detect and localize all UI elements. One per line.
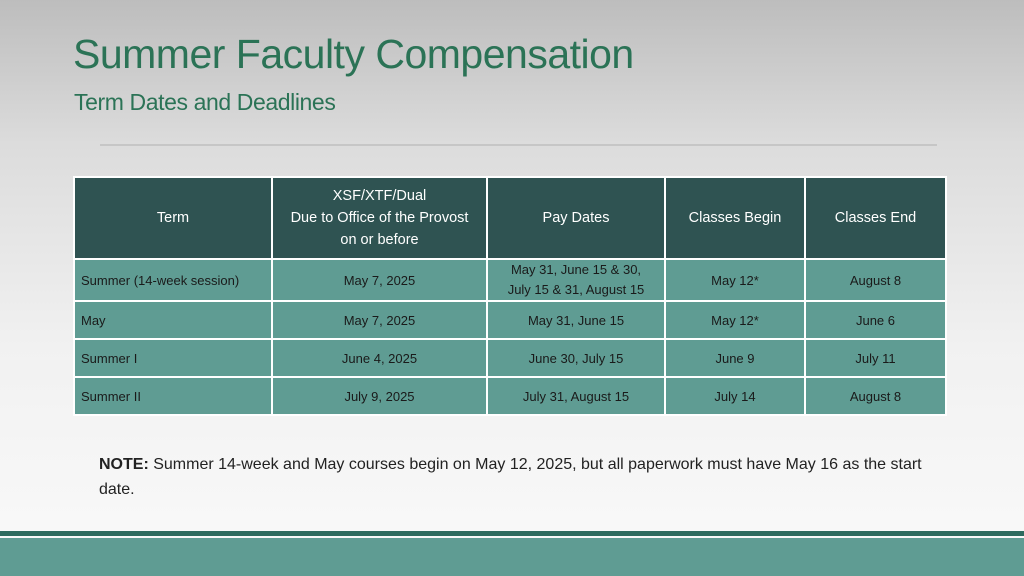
- cell-begin: July 14: [665, 377, 805, 415]
- cell-pay-line1: May 31, June 15 & 30,: [510, 262, 642, 277]
- slide-title: Summer Faculty Compensation: [73, 31, 634, 77]
- cell-term: May: [74, 301, 272, 339]
- header-due-line1: XSF/XTF/Dual: [332, 188, 427, 204]
- cell-term: Summer II: [74, 377, 272, 415]
- header-classes-end: Classes End: [805, 177, 946, 259]
- table-row: [74, 377, 946, 415]
- cell-due: May 7, 2025: [272, 259, 487, 301]
- cell-due: May 7, 2025: [272, 301, 487, 339]
- header-term: Term: [74, 177, 272, 259]
- cell-end: August 8: [805, 259, 946, 301]
- cell-end: June 6: [805, 301, 946, 339]
- header-due-line3: on or before: [340, 232, 419, 248]
- cell-pay: June 30, July 15: [487, 339, 665, 377]
- table-row: [74, 259, 946, 301]
- cell-end: July 11: [805, 339, 946, 377]
- slide-subtitle: Term Dates and Deadlines: [74, 89, 336, 115]
- cell-term: Summer I: [74, 339, 272, 377]
- cell-end: August 8: [805, 377, 946, 415]
- cell-due: July 9, 2025: [272, 377, 487, 415]
- table-row: [74, 301, 946, 339]
- title-divider: [100, 144, 937, 146]
- cell-due: June 4, 2025: [272, 339, 487, 377]
- header-due-date: [272, 177, 487, 259]
- table-header-row: [74, 177, 946, 259]
- cell-begin: May 12*: [665, 301, 805, 339]
- note-text: Summer 14-week and May courses begin on May 12, 2025, but all paperwork must have May 16 as the start date.: [99, 456, 922, 498]
- cell-begin: May 12*: [665, 259, 805, 301]
- cell-term: Summer (14-week session): [74, 259, 272, 301]
- cell-pay: May 31, June 15: [487, 301, 665, 339]
- table-row: [74, 339, 946, 377]
- cell-pay: July 31, August 15: [487, 377, 665, 415]
- header-classes-begin: Classes Begin: [665, 177, 805, 259]
- header-pay-dates: Pay Dates: [487, 177, 665, 259]
- note-paragraph: [99, 452, 939, 502]
- footer-accent-line: [0, 531, 1024, 536]
- cell-begin: June 9: [665, 339, 805, 377]
- cell-pay-line2: July 15 & 31, August 15: [507, 282, 645, 297]
- term-dates-table: [73, 176, 947, 416]
- note-label: NOTE:: [99, 456, 149, 473]
- footer-bar: [0, 538, 1024, 576]
- cell-pay: [487, 259, 665, 301]
- header-due-line2: Due to Office of the Provost: [290, 210, 469, 226]
